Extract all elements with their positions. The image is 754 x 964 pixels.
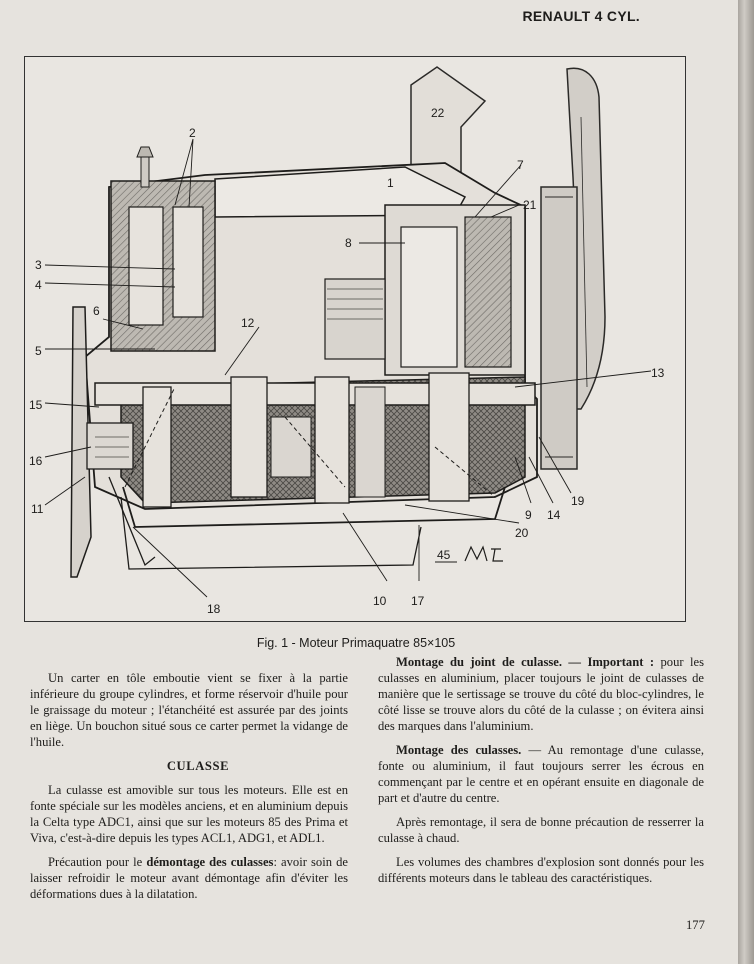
- callout-16: 16: [29, 454, 43, 468]
- page-number: 177: [686, 918, 705, 932]
- callout-19: 19: [571, 494, 585, 508]
- remontage-paragraph: Après remontage, il sera de bonne précaution de resserrer la culasse à chaud.: [378, 815, 704, 845]
- engine-cutaway-drawing: [25, 57, 685, 621]
- callout-3: 3: [35, 258, 42, 272]
- callout-11: 11: [31, 502, 44, 516]
- callout-9: 9: [525, 508, 532, 522]
- right-column: [378, 654, 704, 894]
- intro-paragraph: Un carter en tôle emboutie vient se fixer à la partie inférieure du groupe cylindres, et forme réservoir d'huile pour le graissage du moteur ; l'étanchéité est assurée par des joints en liège. Un bouchon situé sous ce carter permet la vidange de l'huile.: [30, 671, 348, 749]
- callout-7: 7: [517, 158, 524, 172]
- callout-14: 14: [547, 508, 561, 522]
- callout-15: 15: [29, 398, 43, 412]
- callout-17: 17: [411, 594, 425, 608]
- page-edge: [738, 0, 754, 964]
- precaution-paragraph: Précaution pour le démontage des culasses: avoir soin de laisser refroidir le moteur avant démontage afin d'éviter les déformations dues à la dilatation.: [30, 855, 348, 901]
- callout-20: 20: [515, 526, 529, 540]
- callout-4: 4: [35, 278, 42, 292]
- artist-signature: [465, 547, 503, 561]
- callout-12: 12: [241, 316, 255, 330]
- running-header: RENAULT 4 CYL.: [522, 8, 640, 24]
- callout-22: 22: [431, 106, 445, 120]
- scale-mark: 45: [437, 548, 451, 562]
- engine-figure: [24, 56, 686, 622]
- montage-paragraph: Montage des culasses. — Au remontage d'une culasse, fonte ou aluminium, il faut toujours serrer les écrous en commençant par le centre et en opérant ensuite en diagonale de part et d'autre du centre.: [378, 743, 704, 805]
- volumes-paragraph: Les volumes des chambres d'explosion sont donnés pour les différents moteurs dans le tableau des caractéristiques.: [378, 855, 704, 885]
- joint-paragraph: Montage du joint de culasse. — Important : pour les culasses en aluminium, placer toujours le joint de culasses de manière que le sertissage se trouve du côté du bloc-cylindres, le côté lisse se trouve alors du côté de la culasse ; on évitera ainsi des marques dans l'aluminium.: [378, 655, 704, 733]
- callout-2: 2: [189, 126, 196, 140]
- callout-13: 13: [651, 366, 665, 380]
- callout-18: 18: [207, 602, 221, 616]
- figure-caption: Fig. 1 - Moteur Primaquatre 85×105: [256, 636, 456, 650]
- callout-1: 1: [387, 176, 394, 190]
- piston-cylinder: [401, 227, 457, 367]
- fan-pulley: [541, 187, 577, 469]
- callout-10: 10: [373, 594, 387, 608]
- callout-5: 5: [35, 344, 42, 358]
- callout-6: 6: [93, 304, 100, 318]
- left-column: [30, 670, 348, 910]
- section-title: CULASSE: [166, 759, 230, 773]
- culasse-paragraph: La culasse est amovible sur tous les moteurs. Elle est en fonte spéciale sur les modèles anciens, et en aluminium depuis la Celta type ADC1, ainsi que sur les moteurs 85 des Prima et Viva, c'est-à-dire depuis les types ACL1, ADG1, et ADL1.: [30, 783, 348, 845]
- callout-21: 21: [523, 198, 537, 212]
- callout-8: 8: [345, 236, 352, 250]
